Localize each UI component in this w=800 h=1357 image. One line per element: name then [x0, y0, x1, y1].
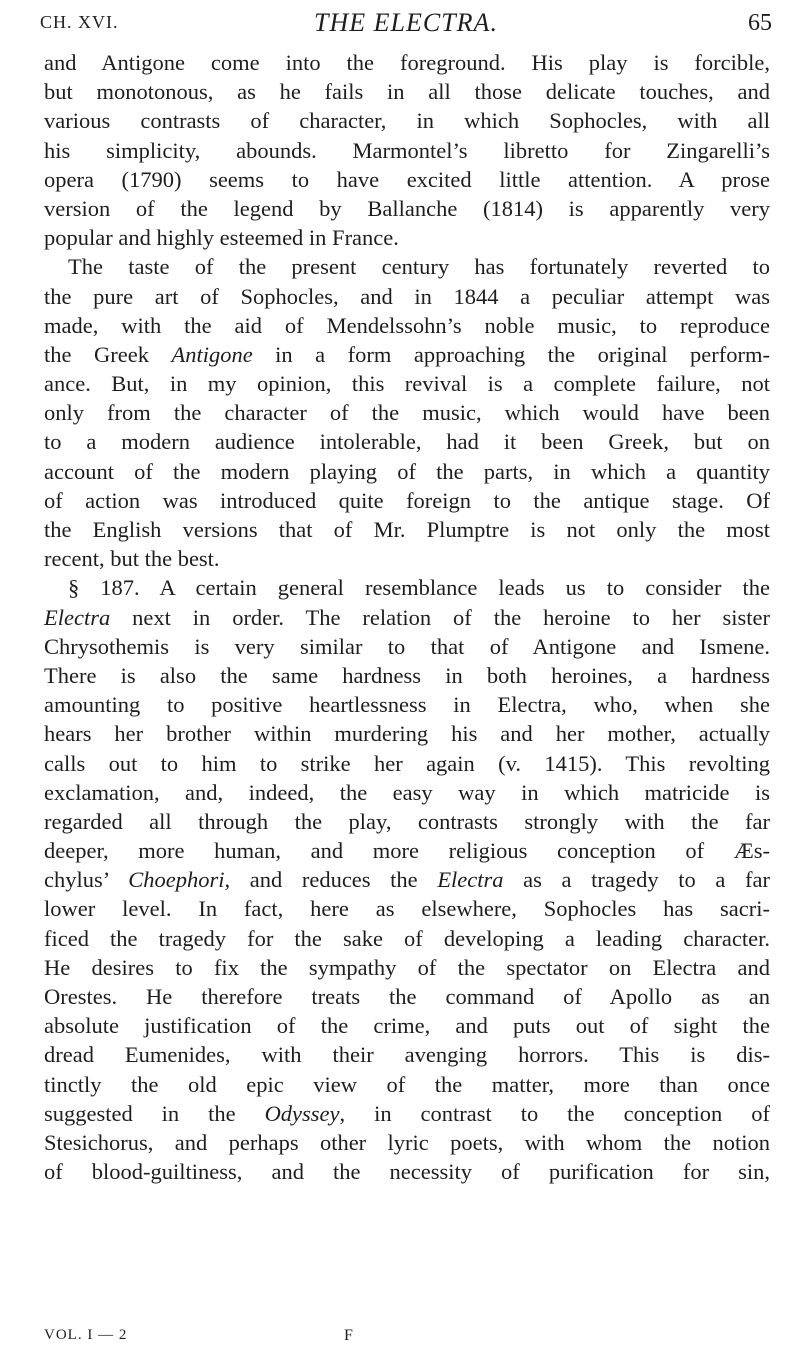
- volume-signature: VOL. I — 2: [44, 1327, 128, 1343]
- text-line: lower level. In fact, here as elsewhere, Sophocles has sacri-: [44, 896, 770, 922]
- text-line: of blood-guiltiness, and the necessity of purification for sin,: [44, 1159, 770, 1185]
- text-line: Stesichorus, and perhaps other lyric poets, with whom the notion: [44, 1129, 770, 1155]
- text-line: tinctly the old epic view of the matter, more than once: [44, 1071, 770, 1097]
- text-line: Chrysothemis is very similar to that of Antigone and Ismene.: [44, 633, 770, 659]
- text-line: account of the modern playing of the parts, in which a quantity: [44, 458, 770, 484]
- text-line: opera (1790) seems to have excited little attention. A prose: [44, 166, 770, 192]
- text-line: absolute justification of the crime, and puts out of sight the: [44, 1013, 770, 1039]
- text-line: his simplicity, abounds. Marmontel’s libretto for Zingarelli’s: [44, 137, 770, 163]
- text-line: popular and highly esteemed in France.: [44, 225, 399, 251]
- text-line: of action was introduced quite foreign to the antique stage. Of: [44, 487, 770, 513]
- text-line: calls out to him to strike her again (v. 1415). This revolting: [44, 750, 770, 776]
- text-line: the pure art of Sophocles, and in 1844 a peculiar attempt was: [44, 283, 770, 309]
- body-text: [44, 48, 770, 1186]
- text-line: amounting to positive heartlessness in Electra, who, when she: [44, 692, 770, 718]
- page-footer: [44, 1327, 544, 1353]
- text-line: and Antigone come into the foreground. His play is forcible,: [44, 50, 770, 75]
- chapter-label: CH. XVI.: [40, 12, 119, 32]
- text-line: exclamation, and, indeed, the easy way in which matricide is: [44, 779, 770, 805]
- text-line: There is also the same hardness in both heroines, a hardness: [44, 662, 770, 688]
- paragraph-start: The taste of the present century has fortunately reverted to: [68, 254, 770, 280]
- text-line: Electra next in order. The relation of the heroine to her sister: [44, 604, 770, 630]
- text-line: He desires to fix the sympathy of the spectator on Electra and: [44, 954, 770, 980]
- text-line: to a modern audience intolerable, had it been Greek, but on: [44, 429, 770, 455]
- paragraph-start: § 187. A certain general resemblance leads us to consider the: [68, 575, 770, 601]
- running-head: [40, 4, 772, 44]
- text-line: made, with the aid of Mendelssohn’s noble music, to reproduce: [44, 312, 770, 338]
- page-number: 65: [748, 10, 772, 36]
- text-line: various contrasts of character, in which Sophocles, with all: [44, 108, 770, 134]
- text-line: ance. But, in my opinion, this revival is a complete failure, not: [44, 371, 770, 397]
- text-line: dread Eumenides, with their avenging horrors. This is dis-: [44, 1042, 770, 1068]
- text-line: hears her brother within murdering his and her mother, actually: [44, 721, 770, 747]
- text-line: suggested in the Odyssey, in contrast to the conception of: [44, 1100, 770, 1126]
- text-line: the English versions that of Mr. Plumptre is not only the most: [44, 517, 770, 542]
- text-line: only from the character of the music, which would have been: [44, 400, 770, 426]
- text-line: version of the legend by Ballanche (1814) is apparently very: [44, 195, 770, 221]
- gathering-signature: F: [344, 1327, 354, 1344]
- text-line: ficed the tragedy for the sake of developing a leading character.: [44, 925, 770, 951]
- running-title: THE ELECTRA.: [314, 8, 498, 37]
- text-line: but monotonous, as he fails in all those delicate touches, and: [44, 79, 770, 105]
- text-line: recent, but the best.: [44, 546, 220, 572]
- text-line: Orestes. He therefore treats the command of Apollo as an: [44, 984, 770, 1009]
- text-line: deeper, more human, and more religious conception of Æs-: [44, 838, 770, 864]
- text-line: chylus’ Choephori, and reduces the Electra as a tragedy to a far: [44, 867, 770, 893]
- text-line: the Greek Antigone in a form approaching the original perform-: [44, 341, 771, 367]
- text-line: regarded all through the play, contrasts strongly with the far: [44, 808, 770, 834]
